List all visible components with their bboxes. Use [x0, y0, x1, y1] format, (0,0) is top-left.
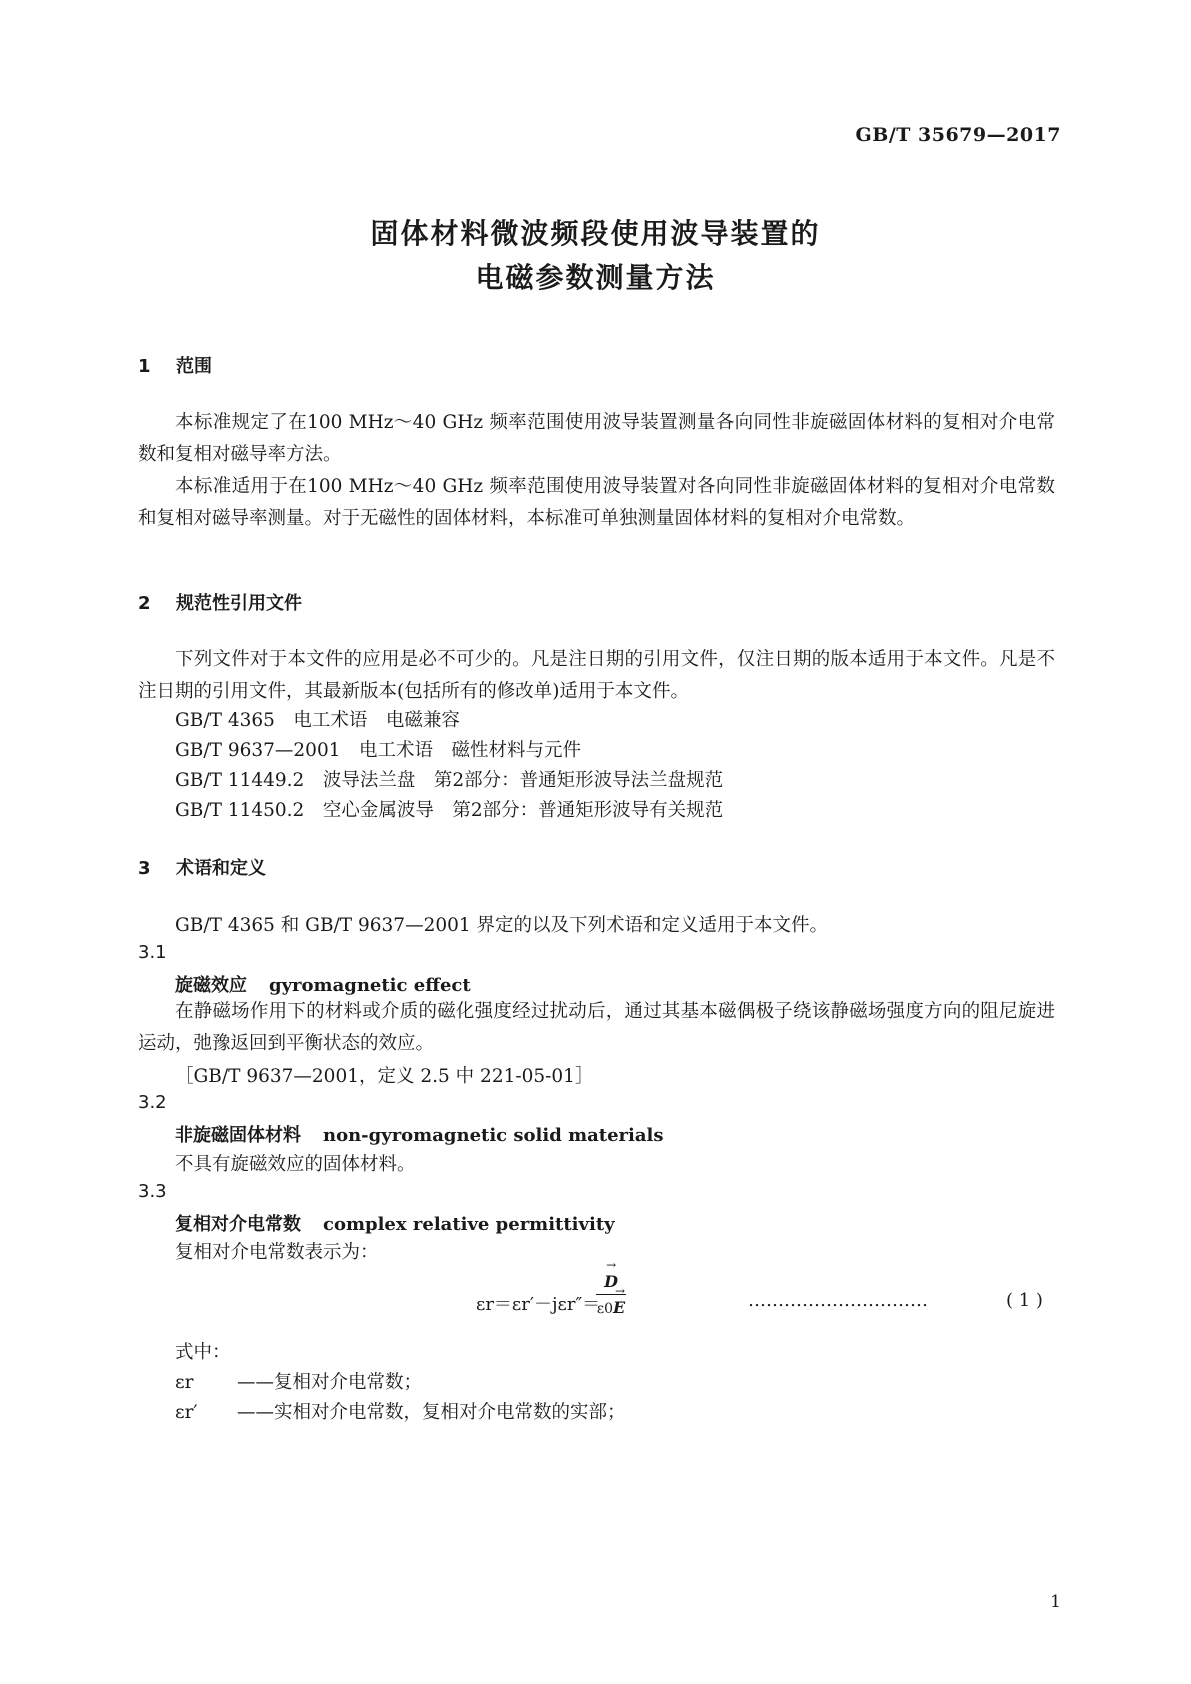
- term-chinese: 复相对介电常数: [175, 1214, 301, 1235]
- title-line-2: 电磁参数测量方法: [475, 261, 716, 294]
- term-heading: [175, 971, 471, 997]
- section-1-paragraph-1: 本标准规定了在100 MHz～40 GHz 频率范围使用波导装置测量各向同性非旋磁固体材料的复相对介电常数和复相对磁导率方法。: [138, 412, 1055, 465]
- reference-item: GB/T 11450.2 空心金属波导 第2部分：普通矩形波导有关规范: [175, 800, 724, 821]
- term-heading: [175, 1210, 615, 1236]
- term-english: complex relative permittivity: [323, 1214, 615, 1235]
- symbol-definition: [175, 1398, 626, 1424]
- section-title: 规范性引用文件: [176, 593, 302, 614]
- term-number: 3.1: [138, 942, 167, 963]
- section-1-heading: [138, 352, 212, 378]
- reference-item: GB/T 11449.2 波导法兰盘 第2部分：普通矩形波导法兰盘规范: [175, 770, 724, 791]
- section-title: 术语和定义: [176, 858, 266, 879]
- section-1-paragraph-2: 本标准适用于在100 MHz～40 GHz 频率范围使用波导装置对各向同性非旋磁固体材料的复相对介电常数和复相对磁导率测量。对于无磁性的固体材料，本标准可单独测量固体材料的复相对介电常数。: [138, 476, 1055, 529]
- term-number: 3.3: [138, 1181, 167, 1202]
- section-title: 范围: [176, 356, 212, 377]
- formula-leader: …………………………: [748, 1290, 928, 1311]
- term-chinese: 旋磁效应: [175, 975, 247, 996]
- section-number: 1: [138, 356, 151, 377]
- title-line-1: 固体材料微波频段使用波导装置的: [370, 217, 821, 250]
- symbol: εr′: [175, 1402, 198, 1423]
- term-chinese: 非旋磁固体材料: [175, 1125, 301, 1146]
- vector-d: → D: [604, 1272, 618, 1291]
- reference-item: GB/T 9637—2001 电工术语 磁性材料与元件: [175, 740, 581, 761]
- symbol-definition: [175, 1368, 422, 1394]
- term-definition: 不具有旋磁效应的固体材料。: [175, 1154, 416, 1175]
- formula-lhs: εr＝εr′－jεr″＝: [476, 1294, 601, 1315]
- page-number: 1: [1050, 1592, 1061, 1612]
- term-heading: [175, 1121, 664, 1147]
- term-english: gyromagnetic effect: [269, 975, 471, 996]
- symbol-description: ——复相对介电常数；: [237, 1372, 423, 1393]
- section-2-paragraph-1: 下列文件对于本文件的应用是必不可少的。凡是注日期的引用文件，仅注日期的版本适用于本文件。凡是不注日期的引用文件，其最新版本(包括所有的修改单)适用于本文件。: [138, 649, 1055, 702]
- section-2-heading: [138, 589, 302, 615]
- epsilon-zero: ε0: [596, 1301, 613, 1317]
- term-english: non-gyromagnetic solid materials: [323, 1125, 664, 1146]
- section-number: 2: [138, 593, 151, 614]
- formula-fraction: [596, 1272, 626, 1317]
- symbol-description: ——实相对介电常数，复相对介电常数的实部；: [237, 1402, 626, 1423]
- term-number: 3.2: [138, 1092, 167, 1113]
- term-source: ［GB/T 9637—2001，定义 2.5 中 221-05-01］: [175, 1066, 594, 1087]
- vector-e: → E: [613, 1298, 625, 1317]
- section-3-intro: GB/T 4365 和 GB/T 9637—2001 界定的以及下列术语和定义适用于本文件。: [175, 915, 829, 936]
- standard-number: GB/T 35679—2017: [855, 124, 1061, 146]
- equation-number: ( 1 ): [1006, 1290, 1043, 1311]
- symbol: εr: [175, 1372, 194, 1393]
- where-label: 式中：: [175, 1342, 231, 1363]
- section-number: 3: [138, 858, 151, 879]
- reference-item: GB/T 4365 电工术语 电磁兼容: [175, 710, 460, 731]
- term-definition: 在静磁场作用下的材料或介质的磁化强度经过扰动后，通过其基本磁偶极子绕该静磁场强度方向的阻尼旋进运动，弛豫返回到平衡状态的效应。: [138, 1001, 1055, 1054]
- term-definition: 复相对介电常数表示为：: [175, 1242, 379, 1263]
- section-3-heading: [138, 854, 266, 880]
